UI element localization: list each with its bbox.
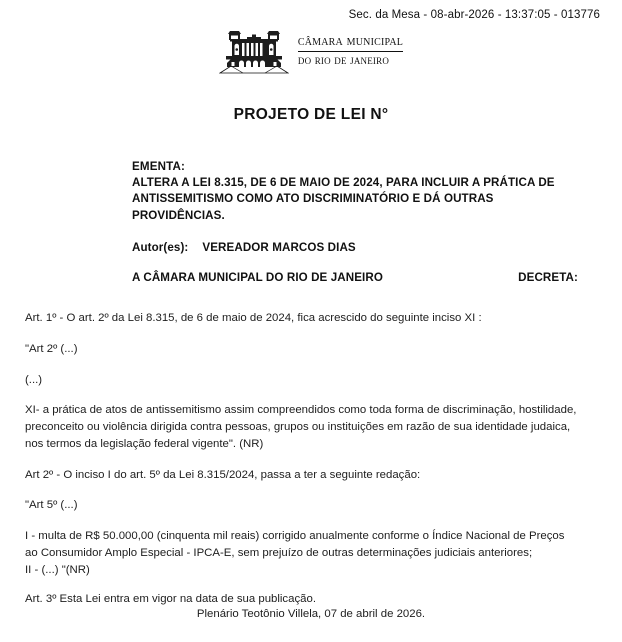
inciso-ii-line: II - (...) "(NR): [25, 563, 90, 576]
inciso-i-fine-text: [25, 528, 579, 578]
letterhead: [0, 30, 622, 74]
author-value: VEREADOR MARCOS DIAS: [202, 241, 356, 255]
inciso-xi-text: XI- a prática de atos de antissemitismo assim compreendidos como toda forma de discriminação, hostilidade, preconceito ou violência dirigida contra pessoas, grupos ou instituições em razão de sua identidade judaica, nos termos da legislação federal vigente". (NR): [25, 404, 577, 450]
plenary-footer: Plenário Teotônio Villela, 07 de abril de 2026.: [196, 608, 426, 620]
document-body: [25, 310, 579, 608]
author-label: Autor(es):: [132, 241, 189, 255]
ementa-label: EMENTA:: [132, 160, 186, 173]
inciso-i-line: I - multa de R$ 50.000,00 (cinquenta mil reais) corrigido anualmente conforme o Índice Nacional de Preços ao Consumidor Amplo Especial - IPCA-E, sem prejuízo de outras determinações judiciais anteriores;: [25, 530, 565, 559]
ementa-text: ALTERA A LEI 8.315, DE 6 DE MAIO DE 2024, PARA INCLUIR A PRÁTICA DE ANTISSEMITISMO COMO ATO DISCRIMINATÓRIO E DÁ OUTRAS PROVIDÊNCIAS.: [132, 176, 555, 222]
quoted-art2-opening: "Art 2º (...): [25, 342, 78, 355]
article-3-paragraph: Art. 3º Esta Lei entra em vigor na data de sua publicação.: [25, 593, 316, 606]
article-2-paragraph: Art 2º - O inciso I do art. 5º da Lei 8.315/2024, passa a ter a seguinte redação:: [25, 468, 421, 481]
quoted-art5-opening: "Art 5º (...): [25, 499, 78, 512]
author-row: [132, 241, 578, 254]
crest-wordmark: [298, 35, 403, 69]
secretariat-stamp: Sec. da Mesa - 08-abr-2026 - 13:37:05 - 013776: [348, 9, 600, 21]
crest-line-camara-municipal: câmara municipal: [298, 35, 403, 52]
ementa-block: [132, 160, 578, 284]
chamber-addressee: A CÂMARA MUNICIPAL DO RIO DE JANEIRO: [132, 271, 383, 285]
article-1-paragraph: Art. 1º - O art. 2º da Lei 8.315, de 6 de maio de 2024, fica acrescido do seguinte inciso XI :: [25, 312, 482, 324]
camara-municipal-building-crest-icon: [219, 30, 289, 74]
crest-line-rio-de-janeiro: do rio de janeiro: [297, 52, 390, 68]
decreta-label: DECRETA:: [518, 271, 578, 284]
ellipsis-line-1: (...): [25, 373, 43, 386]
page-title: PROJETO DE LEI N°: [233, 106, 389, 123]
